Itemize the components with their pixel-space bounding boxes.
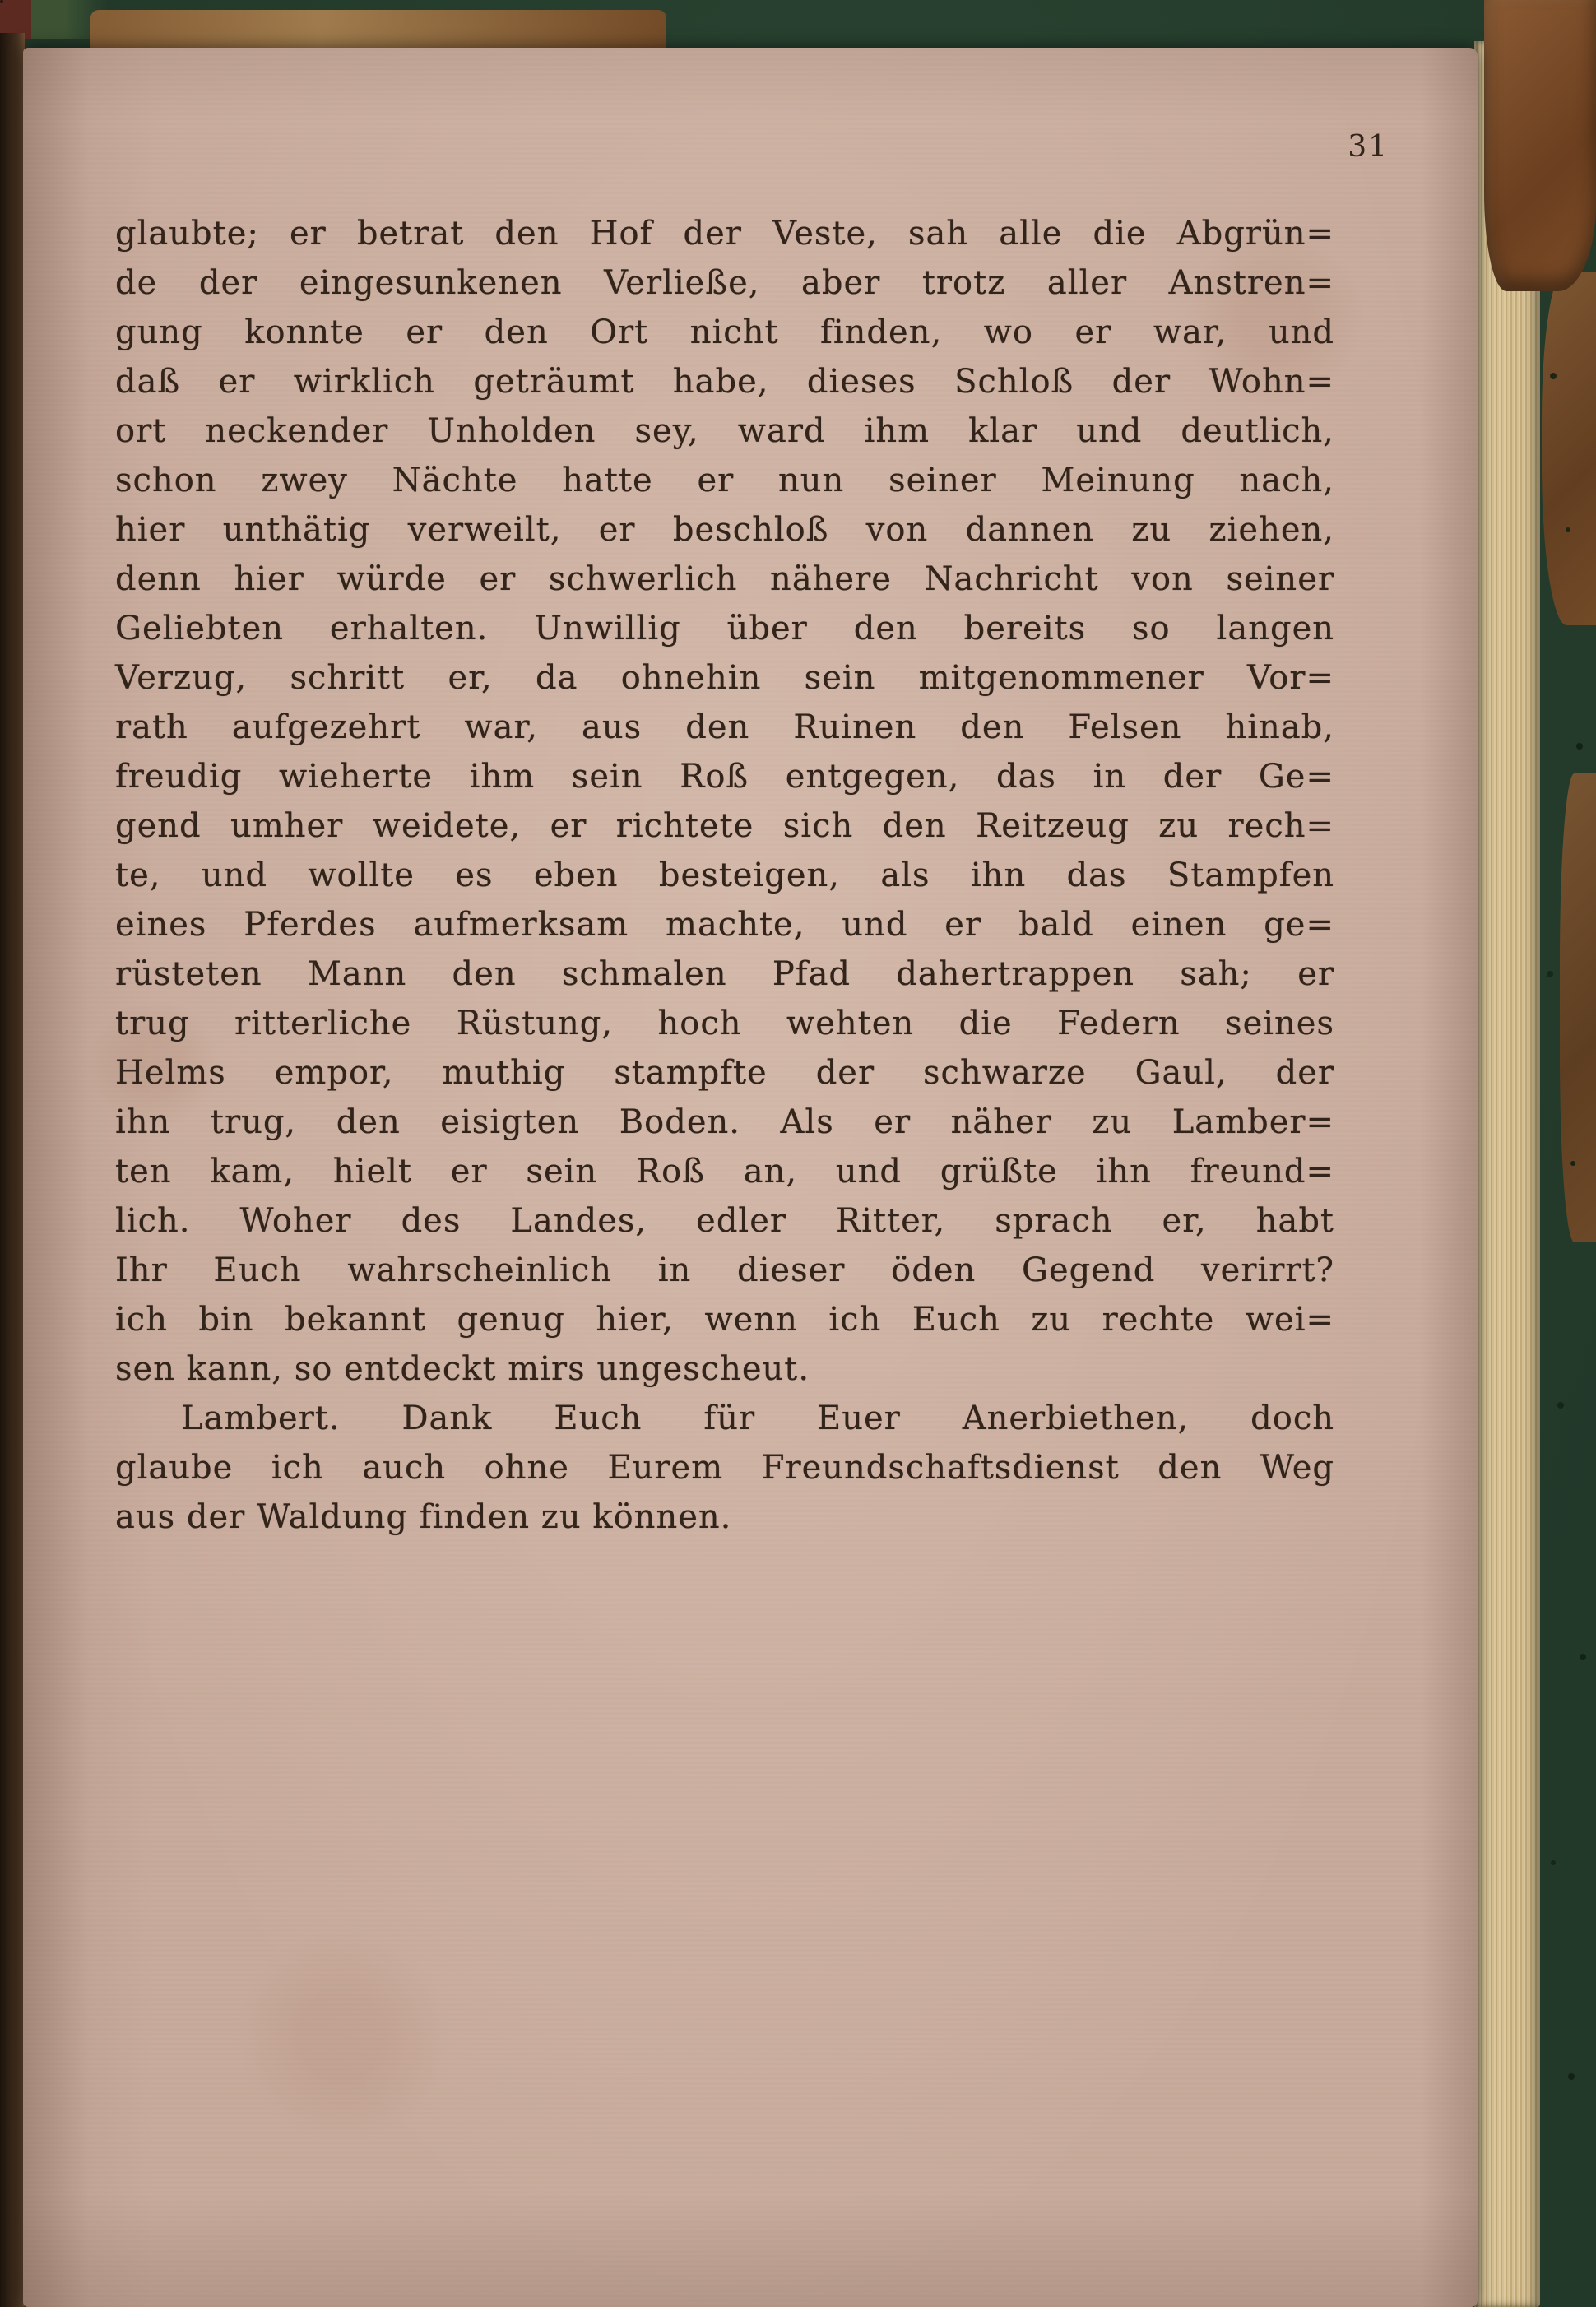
text-line: de der eingesunkenen Verließe, aber trotz aller Anstren= bbox=[115, 264, 1334, 302]
text-line: gung konnte er den Ort nicht finden, wo er war, und bbox=[115, 313, 1334, 351]
leather-cover-patch bbox=[1542, 272, 1596, 625]
text-block bbox=[115, 209, 1334, 1542]
text-line: te, und wollte es eben besteigen, als ihn das Stampfen bbox=[115, 856, 1334, 894]
page-edges-fore-edge bbox=[1474, 41, 1540, 2307]
text-line: eines Pferdes aufmerksam machte, und er bald einen ge= bbox=[115, 906, 1334, 944]
text-line: trug ritterliche Rüstung, hoch wehten die Federn seines bbox=[115, 1005, 1334, 1042]
book-page bbox=[23, 48, 1478, 2307]
text-line: ihn trug, den eisigten Boden. Als er näher zu Lamber= bbox=[115, 1103, 1334, 1141]
text-line: ich bin bekannt genug hier, wenn ich Euch zu rechte wei= bbox=[115, 1301, 1334, 1339]
text-line: freudig wieherte ihm sein Roß entgegen, das in der Ge= bbox=[115, 758, 1334, 796]
page-left-edge-shadow bbox=[0, 33, 25, 2307]
page-number: 31 bbox=[1348, 130, 1389, 164]
text-line: ort neckender Unholden sey, ward ihm klar und deutlich, bbox=[115, 412, 1334, 450]
background-speckles bbox=[0, 0, 3, 3]
text-line: daß er wirklich geträumt habe, dieses Schloß der Wohn= bbox=[115, 363, 1334, 401]
text-line: Verzug, schritt er, da ohnehin sein mitgenommener Vor= bbox=[115, 659, 1334, 697]
text-line: glaube ich auch ohne Eurem Freundschaftsdienst den Weg bbox=[115, 1449, 1334, 1487]
leather-cover-corner bbox=[1484, 0, 1596, 291]
text-line: denn hier würde er schwerlich nähere Nachricht von seiner bbox=[115, 560, 1334, 598]
text-line: sen kann, so entdeckt mirs ungescheut. bbox=[115, 1350, 810, 1388]
text-line: glaubte; er betrat den Hof der Veste, sah alle die Abgrün= bbox=[115, 215, 1334, 253]
text-line: schon zwey Nächte hatte er nun seiner Meinung nach, bbox=[115, 462, 1334, 499]
text-line-paragraph-start: Lambert. Dank Euch für Euer Anerbiethen, doch bbox=[181, 1400, 1334, 1437]
text-line: rath aufgezehrt war, aus den Ruinen den Felsen hinab, bbox=[115, 708, 1334, 746]
text-line: Geliebten erhalten. Unwillig über den bereits so langen bbox=[115, 610, 1334, 648]
text-line: Helms empor, muthig stampfte der schwarze Gaul, der bbox=[115, 1054, 1334, 1092]
text-line: ten kam, hielt er sein Roß an, und grüßte ihn freund= bbox=[115, 1153, 1334, 1191]
text-line: lich. Woher des Landes, edler Ritter, sprach er, habt bbox=[115, 1202, 1334, 1240]
text-line: rüsteten Mann den schmalen Pfad dahertrappen sah; er bbox=[115, 955, 1334, 993]
text-line: Ihr Euch wahrscheinlich in dieser öden Gegend verirrt? bbox=[115, 1251, 1334, 1289]
text-line: gend umher weidete, er richtete sich den Reitzeug zu rech= bbox=[115, 807, 1334, 845]
leather-cover-strip bbox=[1560, 773, 1596, 1242]
text-line: hier unthätig verweilt, er beschloß von dannen zu ziehen, bbox=[115, 511, 1334, 549]
text-line: aus der Waldung finden zu können. bbox=[115, 1498, 732, 1536]
